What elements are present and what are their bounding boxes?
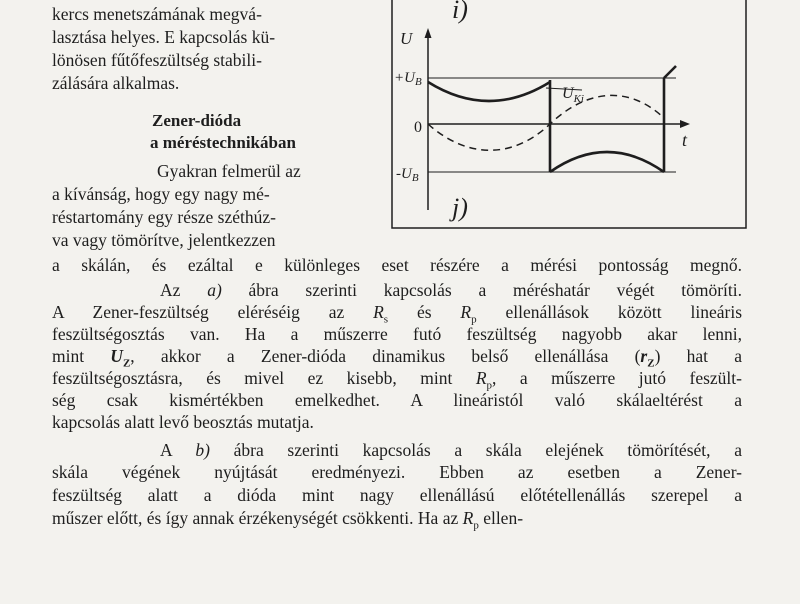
text-line: Gyakran felmerül az bbox=[157, 161, 301, 181]
x-axis-arrow bbox=[680, 120, 690, 128]
zero-label: 0 bbox=[414, 119, 422, 136]
text-line: va vagy tömörítve, jelentkezzen bbox=[52, 230, 276, 250]
text-line: feszültség alatt a dióda mint nagy ellenállású előtétellenállás szerepel a bbox=[52, 485, 742, 505]
figure-label: j) bbox=[452, 193, 468, 222]
output-curve-label: $U_{Ki}$ bbox=[562, 85, 584, 105]
text-line: műszer előtt, és így annak érzékenységét csökkenti. Ha az $R_p$ ellen- bbox=[52, 508, 524, 532]
figure-ref-b: b) bbox=[195, 440, 210, 460]
text-line: skála végének nyújtását eredményezi. Ebben az esetben a Zener- bbox=[52, 462, 742, 482]
text-line: feszültségosztásra, és mivel ez kisebb, mint $R_p$, a műszerre jutó feszült- bbox=[52, 368, 742, 392]
waveform-figure bbox=[386, 0, 752, 232]
text-line: A b) ábra szerinti kapcsolás a skála elejének tömörítését, a bbox=[160, 440, 742, 460]
text-line: zálására alkalmas. bbox=[52, 73, 180, 93]
heading-line-1: Zener-dióda bbox=[152, 111, 242, 130]
text-line: ség csak kismértékben emelkedhet. A lineáristól való skálaeltérést a bbox=[52, 390, 742, 410]
text-line: a kívánság, hogy egy nagy mé- bbox=[52, 184, 270, 204]
y-axis-arrow bbox=[425, 28, 432, 38]
x-axis-label: t bbox=[682, 130, 688, 150]
output-bottom-segment bbox=[550, 152, 664, 172]
text-line: Az a) ábra szerinti kapcsolás a méréshatár végét tömöríti. bbox=[160, 280, 743, 300]
text-line: a skálán, és ezáltal e különleges eset részére a mérési pontosság megnő. bbox=[52, 255, 742, 275]
text-line: lasztása helyes. E kapcsolás kü- bbox=[52, 27, 276, 47]
text-line: lönösen fűtőfeszültség stabili- bbox=[52, 50, 262, 70]
figure-frame bbox=[392, 0, 746, 228]
output-next-segment bbox=[664, 66, 676, 78]
text-line: mint $U_Z$, akkor a Zener-dióda dinamikus belső ellenállása $(r_Z)$ hat a bbox=[52, 346, 742, 370]
input-sine-curve bbox=[428, 95, 664, 150]
figure-label-prev: i) bbox=[452, 0, 468, 24]
text-line: A Zener-feszültség eléréséig az $R_s$ és $R_p$ ellenállások között lineáris bbox=[52, 302, 743, 326]
heading-line-2: a méréstechnikában bbox=[150, 133, 296, 152]
text-line: réstartomány egy része széthúz- bbox=[52, 207, 276, 227]
y-axis-label: U bbox=[400, 29, 413, 48]
plus-ub-label: $+U_B$ bbox=[394, 70, 422, 88]
text-line: kapcsolás alatt levő beosztás mutatja. bbox=[52, 412, 314, 432]
minus-ub-label: $-U_B$ bbox=[396, 166, 419, 184]
output-top-segment bbox=[428, 82, 550, 101]
text-line: kercs menetszámának megvá- bbox=[52, 4, 262, 24]
figure-ref-a: a) bbox=[207, 280, 222, 300]
text-line: feszültségosztás van. Ha a műszerre futó feszültség nagyobb akar lenni, bbox=[52, 324, 742, 344]
